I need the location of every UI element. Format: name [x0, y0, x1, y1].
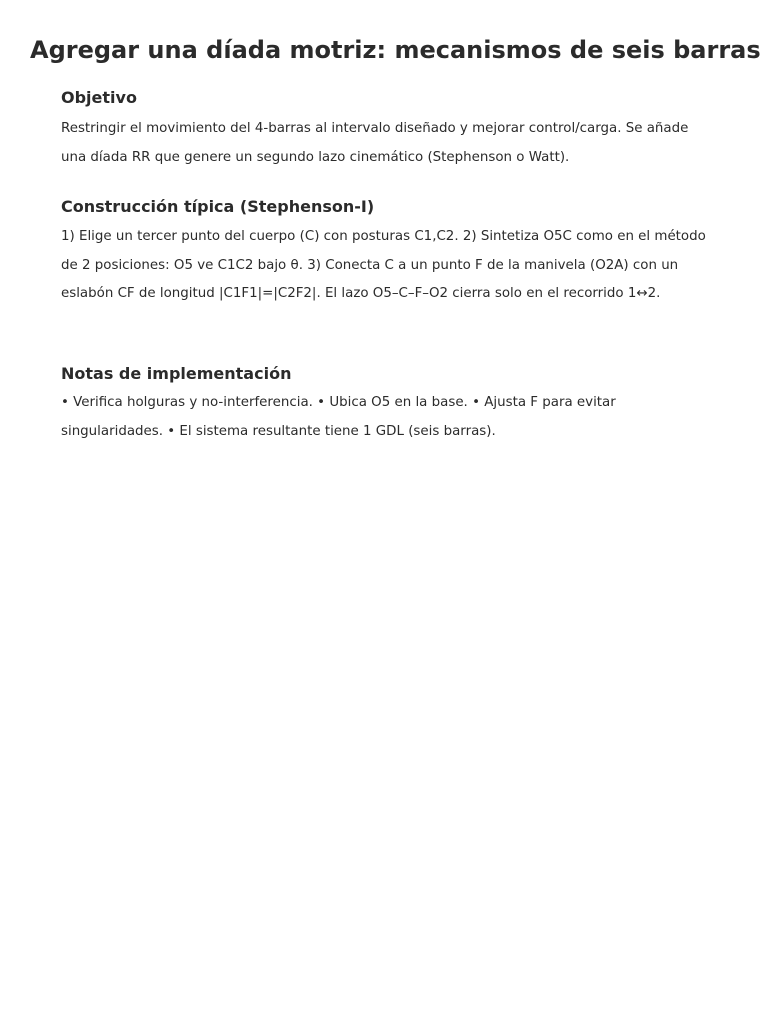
- section-heading: Construcción típica (Stephenson-I): [61, 197, 375, 216]
- section-notas: [61, 363, 709, 446]
- section-paragraph: • Verifica holguras y no-interferencia. • Ubica O5 en la base. • Ajusta F para evitar singularidades. • El sistema resultante tiene 1 GDL (seis barras).: [61, 395, 616, 439]
- section-heading: Objetivo: [61, 88, 137, 107]
- section-paragraph: Restringir el movimiento del 4-barras al intervalo diseñado y mejorar control/carga. Se añade una díada RR que genere un segundo lazo cinemático (Stephenson o Watt).: [61, 121, 689, 165]
- section-heading: Notas de implementación: [61, 364, 292, 383]
- page-title: Agregar una díada motriz: mecanismos de seis barras: [30, 36, 761, 64]
- section-objetivo: [61, 87, 709, 172]
- section-construccion: [61, 196, 709, 309]
- section-paragraph: 1) Elige un tercer punto del cuerpo (C) con posturas C1,C2. 2) Sintetiza O5C como en el método de 2 posiciones: O5 ve C1C2 bajo θ. 3) Conecta C a un punto F de la manivela (O2A) con un eslabón CF de longitud |C1F1|=|C2F2|. El lazo O5–C–F–O2 cierra solo en el recorrido 1↔2.: [61, 229, 706, 302]
